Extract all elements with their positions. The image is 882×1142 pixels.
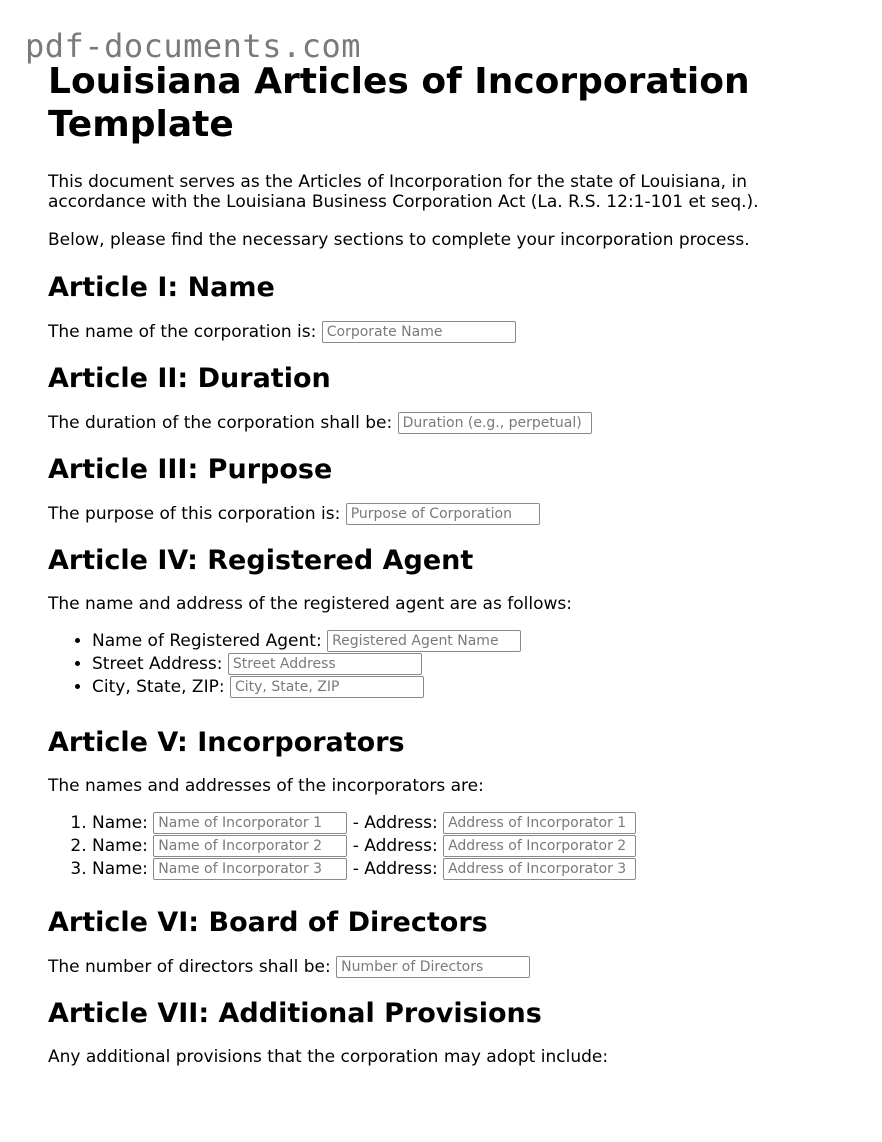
document [48,60,848,1085]
article-1-heading: Article I: Name [48,272,275,303]
page-title: Louisiana Articles of Incorporation Template [48,61,750,145]
article-4-heading: Article IV: Registered Agent [48,545,474,576]
incorporators-intro: The names and addresses of the incorporators are: [48,776,484,796]
duration-label: The duration of the corporation shall be: [48,413,393,433]
incorporator-address-label: - Address: [352,813,438,833]
article-6-line [48,956,848,978]
article-2-heading: Article II: Duration [48,363,331,394]
list-item [92,812,848,835]
incorporator-3-name-input[interactable]: Name of Incorporator 3 [153,858,347,880]
list-item [92,835,848,858]
incorporator-2-name-input[interactable]: Name of Incorporator 2 [153,835,347,857]
incorporator-name-label: Name: [92,836,148,856]
registered-agent-list [48,630,848,699]
city-state-zip-label: City, State, ZIP: [92,677,225,697]
incorporator-1-address-input[interactable]: Address of Incorporator 1 [443,812,636,834]
article-6-heading: Article VI: Board of Directors [48,907,488,938]
incorporator-1-name-input[interactable]: Name of Incorporator 1 [153,812,347,834]
corporate-name-label: The name of the corporation is: [48,322,317,342]
corporate-name-input[interactable]: Corporate Name [322,321,516,343]
incorporator-address-label: - Address: [352,836,438,856]
street-address-label: Street Address: [92,654,223,674]
incorporators-list [48,812,848,881]
article-5-heading: Article V: Incorporators [48,727,405,758]
instructions-paragraph: Below, please find the necessary sections to complete your incorporation process. [48,230,750,250]
intro-paragraph: This document serves as the Articles of Incorporation for the state of Louisiana, in accordance with the Louisiana Business Corporation Act (La. R.S. 12:1-101 et seq.). [48,172,759,212]
purpose-input[interactable]: Purpose of Corporation [346,503,540,525]
list-item [92,653,848,676]
article-7-heading: Article VII: Additional Provisions [48,998,542,1029]
incorporator-2-address-input[interactable]: Address of Incorporator 2 [443,835,636,857]
list-item [92,858,848,881]
list-item [92,676,848,699]
directors-input[interactable]: Number of Directors [336,956,530,978]
article-3-line [48,503,848,525]
agent-name-input[interactable]: Registered Agent Name [327,630,521,652]
article-2-line [48,412,848,434]
additional-provisions-intro: Any additional provisions that the corporation may adopt include: [48,1047,609,1067]
street-address-input[interactable]: Street Address [228,653,422,675]
registered-agent-intro: The name and address of the registered agent are as follows: [48,594,572,614]
article-1-line [48,321,848,343]
watermark: pdf-documents.com [25,27,362,65]
city-state-zip-input[interactable]: City, State, ZIP [230,676,424,698]
incorporator-3-address-input[interactable]: Address of Incorporator 3 [443,858,636,880]
directors-label: The number of directors shall be: [48,957,331,977]
incorporator-name-label: Name: [92,813,148,833]
list-item [92,630,848,653]
purpose-label: The purpose of this corporation is: [48,504,341,524]
incorporator-name-label: Name: [92,859,148,879]
incorporator-address-label: - Address: [352,859,438,879]
agent-name-label: Name of Registered Agent: [92,631,322,651]
duration-input[interactable]: Duration (e.g., perpetual) [398,412,592,434]
article-3-heading: Article III: Purpose [48,454,333,485]
